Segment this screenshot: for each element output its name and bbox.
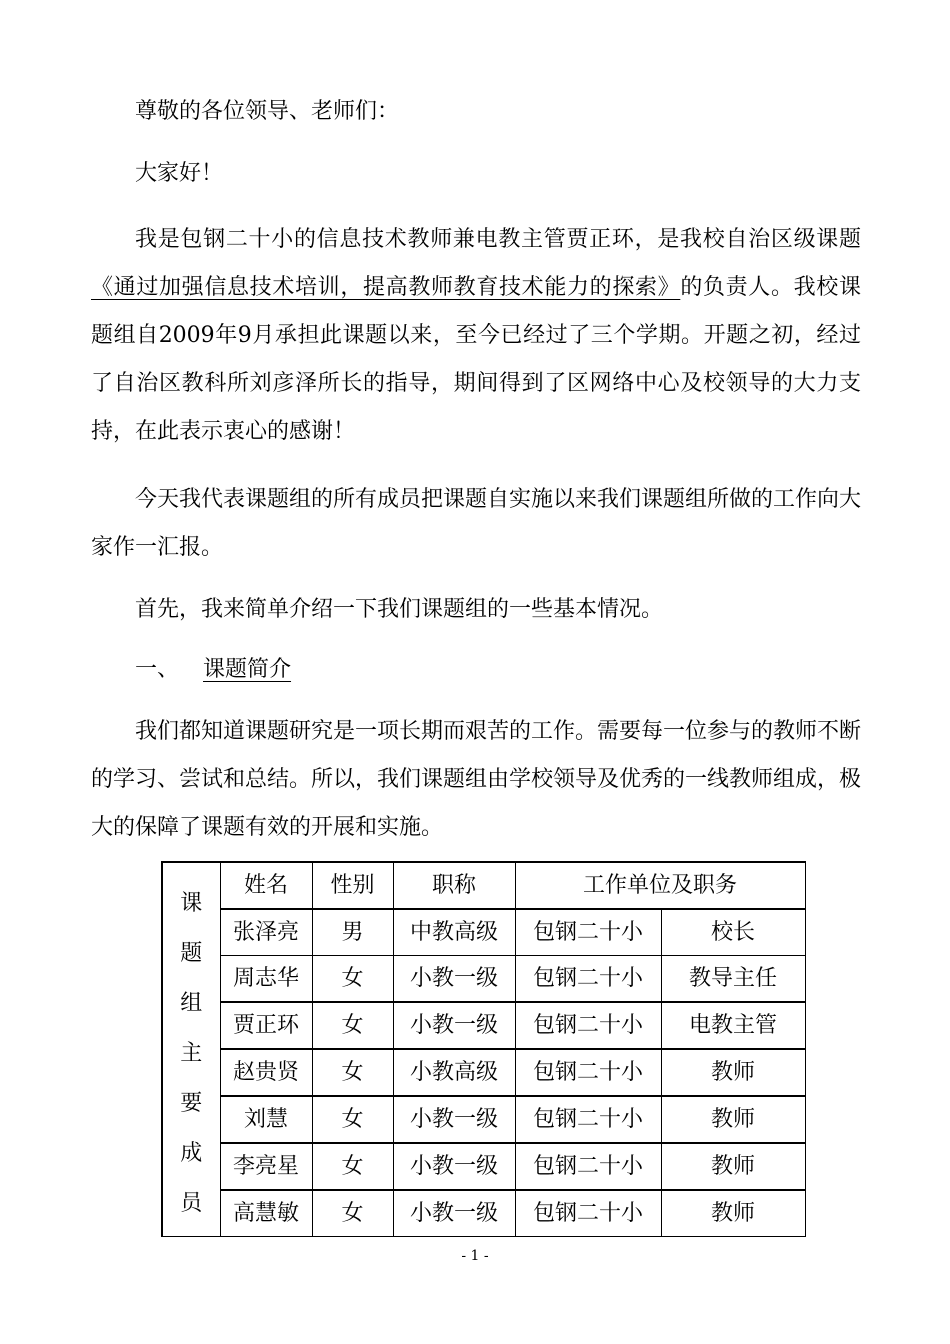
- cell-title: 小教一级: [393, 1143, 515, 1190]
- cell-post: 电教主管: [661, 1002, 805, 1049]
- intro-text-after: 的负责人。我校课题组自2009年9月承担此课题以来，至今已经过了三个学期。开题之初，经过了自治区教科所刘彦泽所长的指导，期间得到了区网络中心及校领导的大力支持，在此表示衷心的感谢！: [91, 275, 861, 444]
- intro-paragraph: [91, 216, 861, 456]
- side-label-char: 组: [180, 991, 203, 1016]
- header-title: 职称: [393, 862, 515, 909]
- section-title: 课题简介: [203, 657, 292, 682]
- first-paragraph: 首先，我来简单介绍一下我们课题组的一些基本情况。: [135, 597, 664, 622]
- table-row: [162, 1002, 805, 1049]
- cell-name: 李亮星: [220, 1143, 312, 1190]
- side-label-char: 员: [180, 1191, 203, 1216]
- table-row: [162, 1049, 805, 1096]
- cell-name: 张泽亮: [220, 909, 312, 956]
- cell-gender: 女: [312, 1096, 393, 1143]
- cell-unit: 包钢二十小: [515, 1143, 661, 1190]
- cell-unit: 包钢二十小: [515, 909, 661, 956]
- section-heading: [91, 646, 861, 694]
- research-paragraph: 我们都知道课题研究是一项长期而艰苦的工作。需要每一位参与的教师不断的学习、尝试和总结。所以，我们课题组由学校领导及优秀的一线教师组成，极大的保障了课题有效的开展和实施。: [91, 719, 862, 840]
- table-row: [162, 956, 805, 1003]
- intro-text-before: 我是包钢二十小的信息技术教师兼电教主管贾正环，是我校自治区级课题: [135, 227, 861, 252]
- side-label-char: 成: [180, 1141, 203, 1166]
- cell-title: 小教一级: [393, 1190, 515, 1237]
- cell-post: 教师: [661, 1143, 805, 1190]
- report-paragraph: 今天我代表课题组的所有成员把课题自实施以来我们课题组所做的工作向大家作一汇报。: [91, 487, 862, 560]
- cell-post: 教师: [661, 1096, 805, 1143]
- cell-title: 中教高级: [393, 909, 515, 956]
- table-header-row: [162, 862, 805, 909]
- cell-name: 高慧敏: [220, 1190, 312, 1237]
- cell-gender: 男: [312, 909, 393, 956]
- table-row: [162, 1143, 805, 1190]
- cell-unit: 包钢二十小: [515, 1049, 661, 1096]
- page-number: - 1 -: [461, 1248, 489, 1264]
- header-unit: 工作单位及职务: [515, 862, 805, 909]
- cell-title: 小教一级: [393, 1096, 515, 1143]
- cell-unit: 包钢二十小: [515, 1002, 661, 1049]
- header-gender: 性别: [312, 862, 393, 909]
- side-label-char: 课: [180, 891, 203, 916]
- cell-title: 小教高级: [393, 1049, 515, 1096]
- cell-name: 刘慧: [220, 1096, 312, 1143]
- cell-post: 教师: [661, 1190, 805, 1237]
- cell-title: 小教一级: [393, 956, 515, 1003]
- header-name: 姓名: [220, 862, 312, 909]
- cell-unit: 包钢二十小: [515, 1096, 661, 1143]
- cell-post: 校长: [661, 909, 805, 956]
- side-label-char: 题: [180, 941, 203, 966]
- cell-unit: 包钢二十小: [515, 1190, 661, 1237]
- cell-title: 小教一级: [393, 1002, 515, 1049]
- cell-unit: 包钢二十小: [515, 956, 661, 1003]
- hello-line: 大家好！: [135, 161, 224, 186]
- table-row: [162, 1190, 805, 1237]
- side-label-char: 要: [180, 1091, 203, 1116]
- cell-name: 贾正环: [220, 1002, 312, 1049]
- cell-gender: 女: [312, 956, 393, 1003]
- members-table: [161, 861, 806, 1237]
- cell-gender: 女: [312, 1049, 393, 1096]
- side-label-char: 主: [180, 1041, 203, 1066]
- cell-post: 教导主任: [661, 956, 805, 1003]
- table-row: [162, 909, 805, 956]
- project-title: 《通过加强信息技术培训，提高教师教育技术能力的探索》: [91, 275, 681, 300]
- table-row: [162, 1096, 805, 1143]
- greeting: 尊敬的各位领导、老师们：: [135, 99, 400, 124]
- cell-gender: 女: [312, 1190, 393, 1237]
- cell-post: 教师: [661, 1049, 805, 1096]
- side-label-cell: [162, 862, 220, 1237]
- cell-name: 赵贵贤: [220, 1049, 312, 1096]
- section-number: 一、: [135, 657, 180, 682]
- cell-gender: 女: [312, 1143, 393, 1190]
- cell-name: 周志华: [220, 956, 312, 1003]
- cell-gender: 女: [312, 1002, 393, 1049]
